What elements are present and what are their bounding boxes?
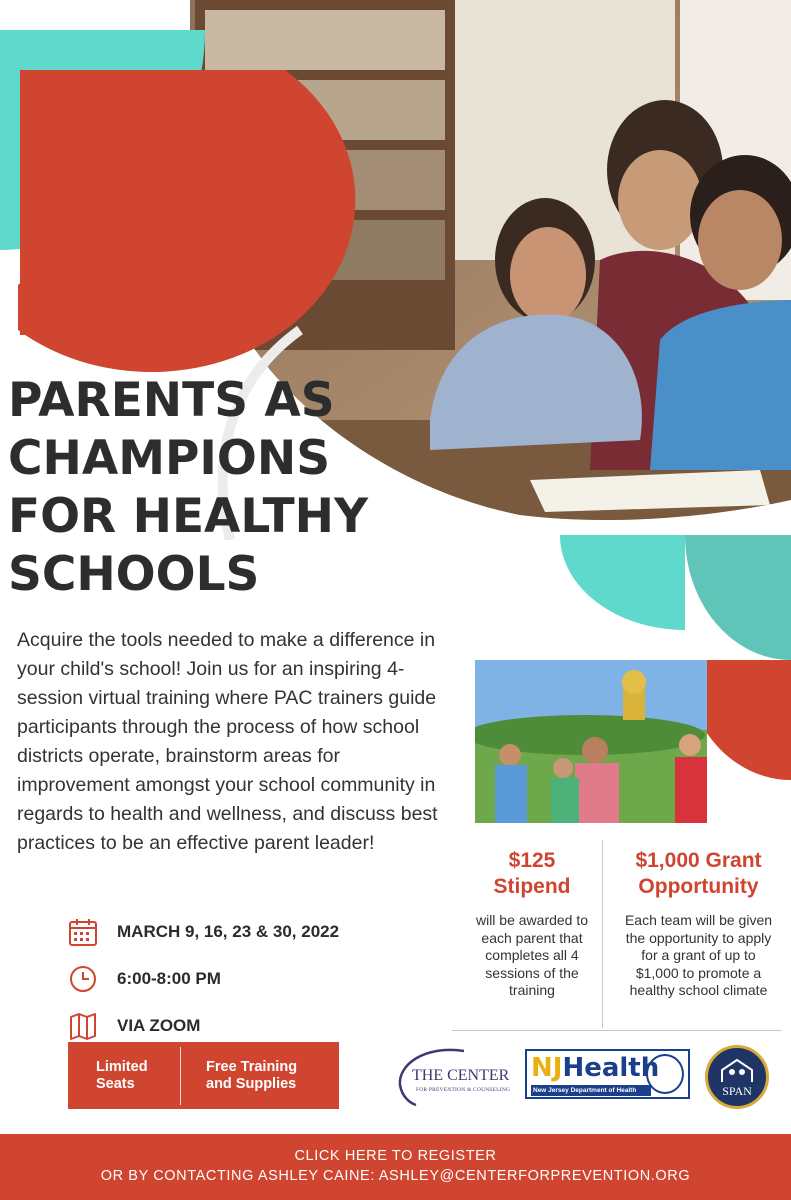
nj-health-subtitle: New Jersey Department of Health [531, 1085, 651, 1096]
event-details [67, 908, 447, 1049]
span-logo-text: SPAN [722, 1084, 752, 1098]
free-training-label: Free Training and Supplies [206, 1058, 298, 1092]
grant-label: Opportunity [638, 875, 759, 898]
time-text: 6:00-8:00 PM [117, 968, 221, 988]
date-text: MARCH 9, 16, 23 & 30, 2022 [117, 921, 340, 941]
grant-block [606, 848, 791, 1000]
date-row [67, 908, 447, 955]
kids-trophy-photo [475, 660, 707, 823]
clock-icon [67, 963, 99, 995]
limited-seats-label: Limited Seats [96, 1058, 148, 1092]
center-logo-subtitle: FOR PREVENTION & COUNSELING [416, 1087, 511, 1093]
span-logo [705, 1045, 769, 1109]
register-link[interactable]: CLICK HERE TO REGISTER [294, 1148, 497, 1164]
column-divider [602, 840, 603, 1028]
calendar-icon [67, 916, 99, 948]
contact-link[interactable]: OR BY CONTACTING ASHLEY CAINE: ASHLEY@CENTERFORPREVENTION.ORG [100, 1168, 691, 1184]
stipend-label: Stipend [493, 875, 571, 898]
map-icon [67, 1010, 99, 1042]
stipend-block [462, 848, 602, 1000]
center-logo-title: THE CENTER [412, 1067, 510, 1084]
stipend-amount: $125 [508, 849, 556, 872]
health-mark: Health [562, 1053, 660, 1083]
stipend-description: will be awarded to each parent that completes all 4 sessions of the training [475, 912, 589, 998]
register-footer[interactable] [0, 1134, 791, 1200]
section-divider [452, 1030, 782, 1031]
the-center-logo [394, 1045, 512, 1107]
grant-description: Each team will be given the opportunity to apply for a grant of up to $1,000 to promote a healthy school climate [624, 912, 773, 998]
nj-health-wordmark [531, 1053, 659, 1083]
intro-paragraph: Acquire the tools needed to make a difference in your child's school! Join us for an inspiring 4-session virtual training where PAC trainers guide participants through the process of how school districts operate, brainstorm areas for improvement amongst your school community in regards to health and wellness, and discuss best practices to be an effective parent leader! [17, 629, 438, 854]
flyer-title: PARENTS AS CHAMPIONS FOR HEALTHY SCHOOLS [8, 373, 369, 602]
nj-health-logo [525, 1049, 690, 1099]
location-text: VIA ZOOM [117, 1015, 201, 1035]
sponsor-logos [390, 1045, 790, 1115]
phab-seal-icon [646, 1054, 684, 1094]
info-badge [68, 1042, 339, 1109]
nj-mark: NJ [531, 1053, 563, 1083]
grant-amount: $1,000 Grant [635, 849, 762, 872]
time-row [67, 955, 447, 1002]
